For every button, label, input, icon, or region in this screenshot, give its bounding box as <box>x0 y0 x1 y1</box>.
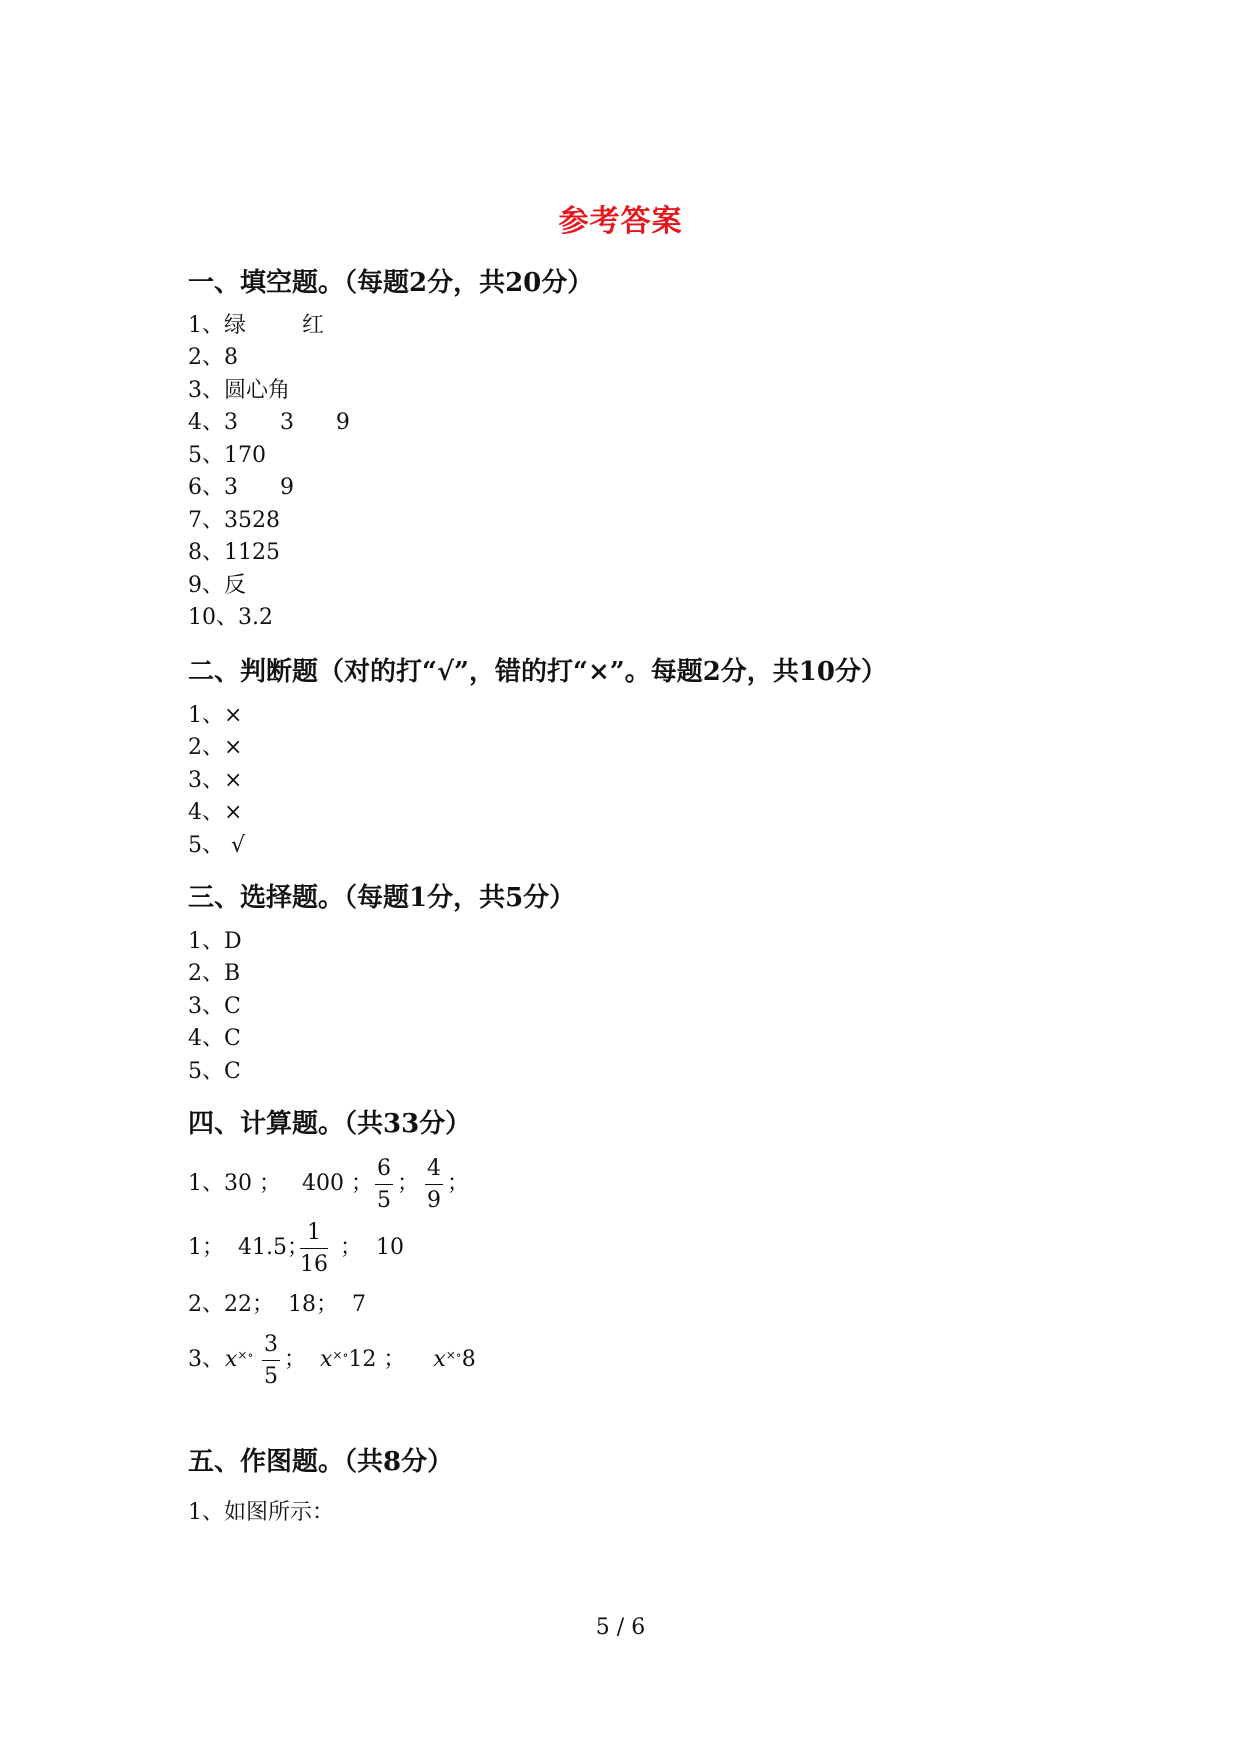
answer-item: 2、8 <box>188 345 238 370</box>
section-heading-calculation: 四、计算题。（共33分） <box>188 1109 472 1139</box>
fraction-numerator: 3 <box>262 1334 280 1361</box>
answer-item: 8、1125 <box>188 540 280 565</box>
separator: ； <box>284 1347 320 1372</box>
answer-item: 1、绿 红 <box>188 313 324 338</box>
separator: ； <box>447 1171 470 1196</box>
calc-row-2-prefix: 1； 41.5； <box>188 1235 309 1260</box>
section-heading-fill-in: 一、填空题。（每题2分，共20分） <box>188 268 594 298</box>
operator-mark: ×∘ <box>237 1348 254 1362</box>
answer-item: 4、3 3 9 <box>188 410 350 435</box>
answer-item: 1、D <box>188 929 242 954</box>
operator-mark: ×∘ <box>332 1348 349 1362</box>
equation-value: 8 <box>461 1347 476 1372</box>
answer-item: 1、如图所示： <box>188 1500 334 1525</box>
answer-item: 3、C <box>188 994 241 1019</box>
answer-item: 3、圆心角 <box>188 378 290 403</box>
answer-item: 4、× <box>188 800 243 825</box>
page-number: 5 / 6 <box>595 1615 646 1640</box>
separator: ； <box>397 1171 420 1196</box>
fraction <box>375 1158 393 1212</box>
answer-item: 2、× <box>188 735 243 760</box>
answer-item: 2、22； 18； 7 <box>188 1292 366 1317</box>
calc-row-1-prefix: 1、30 ； 400 ； <box>188 1171 373 1196</box>
equation-value: 12 ； <box>348 1347 434 1372</box>
answer-item: 6、3 9 <box>188 475 294 500</box>
answer-item: 5、C <box>188 1059 241 1084</box>
equation-1 <box>225 1349 253 1371</box>
variable-x: x <box>225 1347 238 1372</box>
variable-x: x <box>433 1347 446 1372</box>
answer-item: 10、3.2 <box>188 605 273 630</box>
fraction-denominator: 16 <box>300 1252 328 1277</box>
answer-item: 4、C <box>188 1026 241 1051</box>
fraction <box>300 1222 328 1276</box>
answer-item: 5、 √ <box>188 833 246 858</box>
equation-2 <box>284 1349 476 1371</box>
section-heading-drawing: 五、作图题。（共8分） <box>188 1447 454 1477</box>
answer-item: 5、170 <box>188 443 266 468</box>
calc-row-2-suffix: ； 10 <box>340 1235 404 1260</box>
calc-row-4-prefix: 3、 <box>188 1347 224 1372</box>
operator-mark: ×∘ <box>445 1348 462 1362</box>
fraction-denominator: 9 <box>427 1188 441 1213</box>
section-heading-true-false: 二、判断题（对的打“√”，错的打“×”。每题2分，共10分） <box>188 657 887 687</box>
answer-item: 1、× <box>188 703 243 728</box>
section-heading-multiple-choice: 三、选择题。（每题1分，共5分） <box>188 883 576 913</box>
answer-item: 9、反 <box>188 573 246 598</box>
answer-item: 2、B <box>188 961 241 986</box>
fraction <box>262 1334 280 1388</box>
fraction-denominator: 5 <box>377 1188 391 1213</box>
variable-x: x <box>320 1347 333 1372</box>
answer-item: 3、× <box>188 768 243 793</box>
fraction-numerator: 1 <box>300 1222 328 1249</box>
answer-item: 7、3528 <box>188 508 280 533</box>
fraction-denominator: 5 <box>264 1364 278 1389</box>
fraction <box>425 1158 443 1212</box>
page-title: 参考答案 <box>558 204 683 239</box>
fraction-numerator: 4 <box>425 1158 443 1185</box>
fraction-numerator: 6 <box>375 1158 393 1185</box>
